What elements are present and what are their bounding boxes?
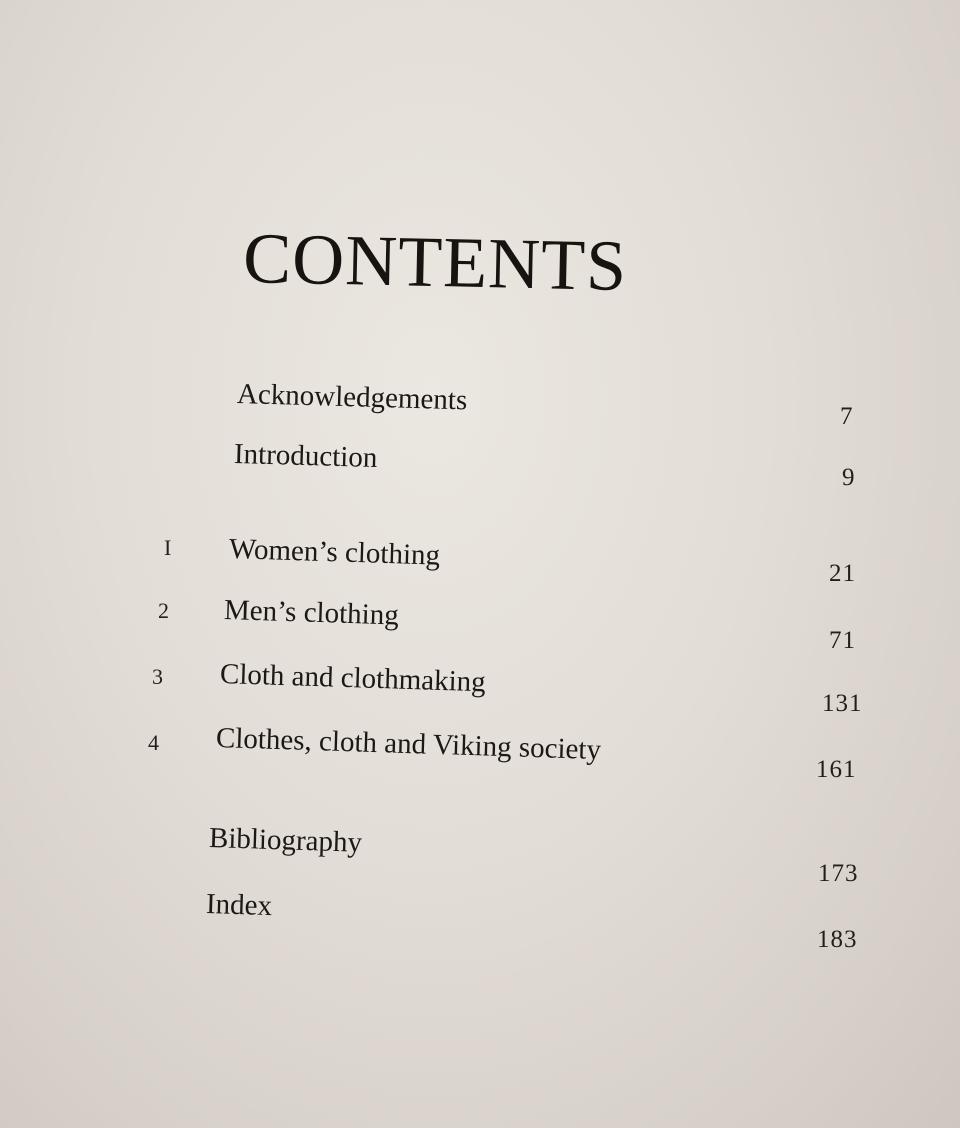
toc-entry-page: 7 [840, 403, 854, 430]
toc-entry-page: 21 [829, 560, 856, 587]
toc-entry-label: Cloth and clothmaking [219, 658, 487, 699]
toc-entry-number: 4 [148, 730, 159, 755]
toc-entry-label: Women’s clothing [228, 533, 441, 572]
contents-heading: CONTENTS [242, 218, 628, 307]
toc-entry-label: Men’s clothing [223, 594, 400, 632]
toc-entry-label: Acknowledgements [236, 378, 468, 417]
toc-entry-label: Index [205, 888, 273, 923]
toc-entry-page: 131 [822, 690, 863, 717]
toc-entry-page: 161 [816, 756, 857, 783]
toc-entry-page: 9 [842, 464, 856, 491]
toc-entry-page: 71 [829, 627, 856, 654]
toc-entry-label: Bibliography [208, 822, 363, 859]
toc-entry-number: 2 [158, 598, 169, 623]
toc-entry-number: I [164, 535, 172, 560]
toc-entry-page: 173 [818, 860, 859, 887]
toc-entry-label: Introduction [233, 438, 378, 474]
toc-entry-label: Clothes, cloth and Viking society [215, 722, 602, 767]
toc-entry-page: 183 [817, 926, 858, 953]
toc-entry-number: 3 [152, 664, 163, 689]
